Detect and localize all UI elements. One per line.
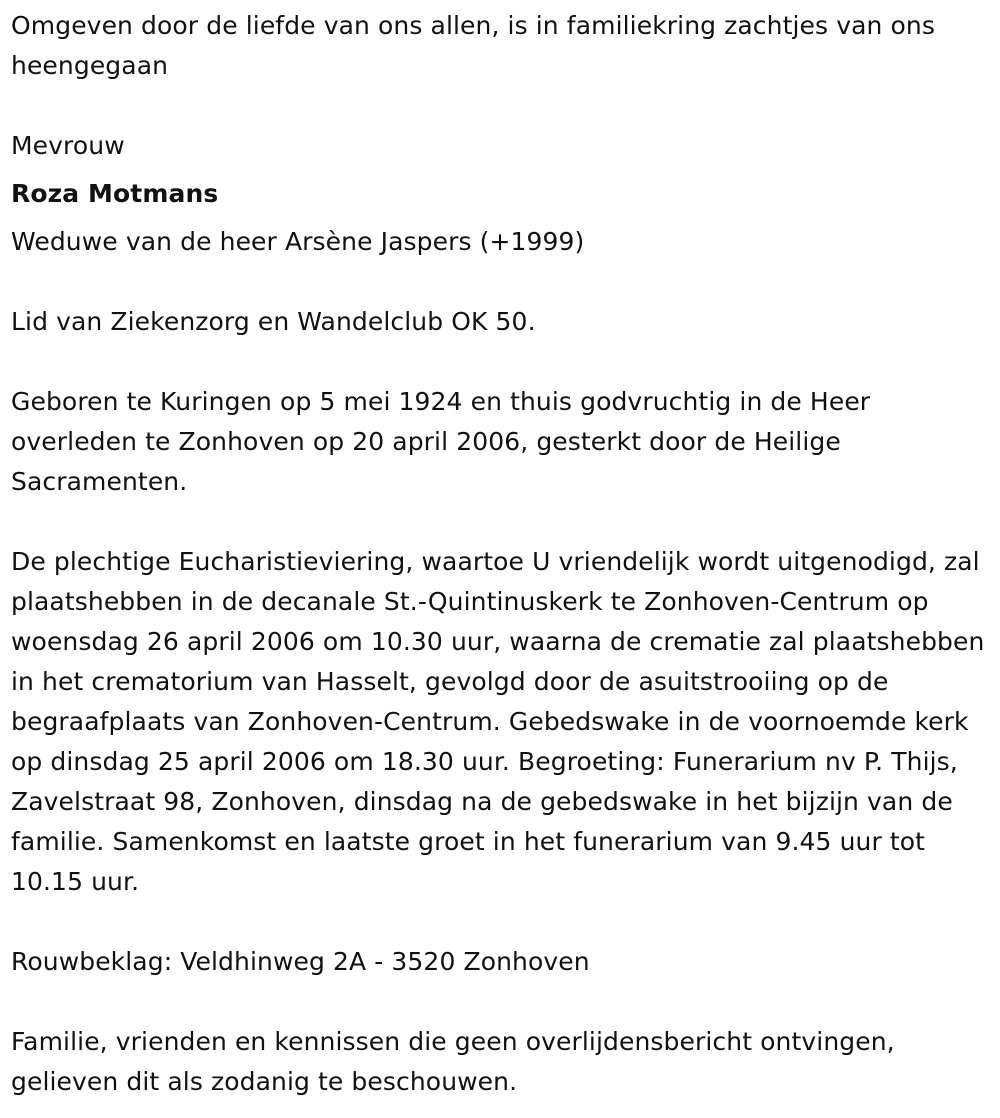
closing-text: Familie, vrienden en kennissen die geen overlijdensbericht ontvingen, gelieven dit als zodanig te beschouwen. [11,1027,895,1096]
birth-death-text: Geboren te Kuringen op 5 mei 1924 en thuis godvruchtig in de Heer overleden te Zonhoven op 20 april 2006, gesterkt door de Heilige Sacramenten. [11,387,871,496]
obituary-notice [11,6,993,1102]
spacer [11,86,993,126]
ceremony-text: De plechtige Eucharistieviering, waartoe U vriendelijk wordt uitgenodigd, zal plaatshebben in de decanale St.-Quintinuskerk te Zonhoven-Centrum op woensdag 26 april 2006 om 10.30 uur, waarna de crematie zal plaatshebben in het crematorium van Hasselt, gevolgd door de asuitstrooiing op de begraafplaats van Zonhoven-Centrum. Gebedswake in de voornoemde kerk op dinsdag 25 april 2006 om 18.30 uur. Begroeting: Funerarium nv P. Thijs, Zavelstraat 98, Zonhoven, dinsdag na de gebedswake in het bijzijn van de familie. Samenkomst en laatste groet in het funerarium van 9.45 uur tot 10.15 uur. [11,547,985,896]
spacer [11,342,993,382]
spacer [11,982,993,1022]
condolences-address: Rouwbeklag: Veldhinweg 2A - 3520 Zonhoven [11,947,590,976]
intro-text: Omgeven door de liefde van ons allen, is in familiekring zachtjes van ons heengegaan [11,11,935,80]
spacer [11,502,993,542]
spacer [11,902,993,942]
membership-text: Lid van Ziekenzorg en Wandelclub OK 50. [11,307,536,336]
spacer [11,262,993,302]
widow-of-text: Weduwe van de heer Arsène Jaspers (+1999) [11,227,585,256]
salutation: Mevrouw [11,131,125,160]
deceased-name: Roza Motmans [11,179,219,208]
